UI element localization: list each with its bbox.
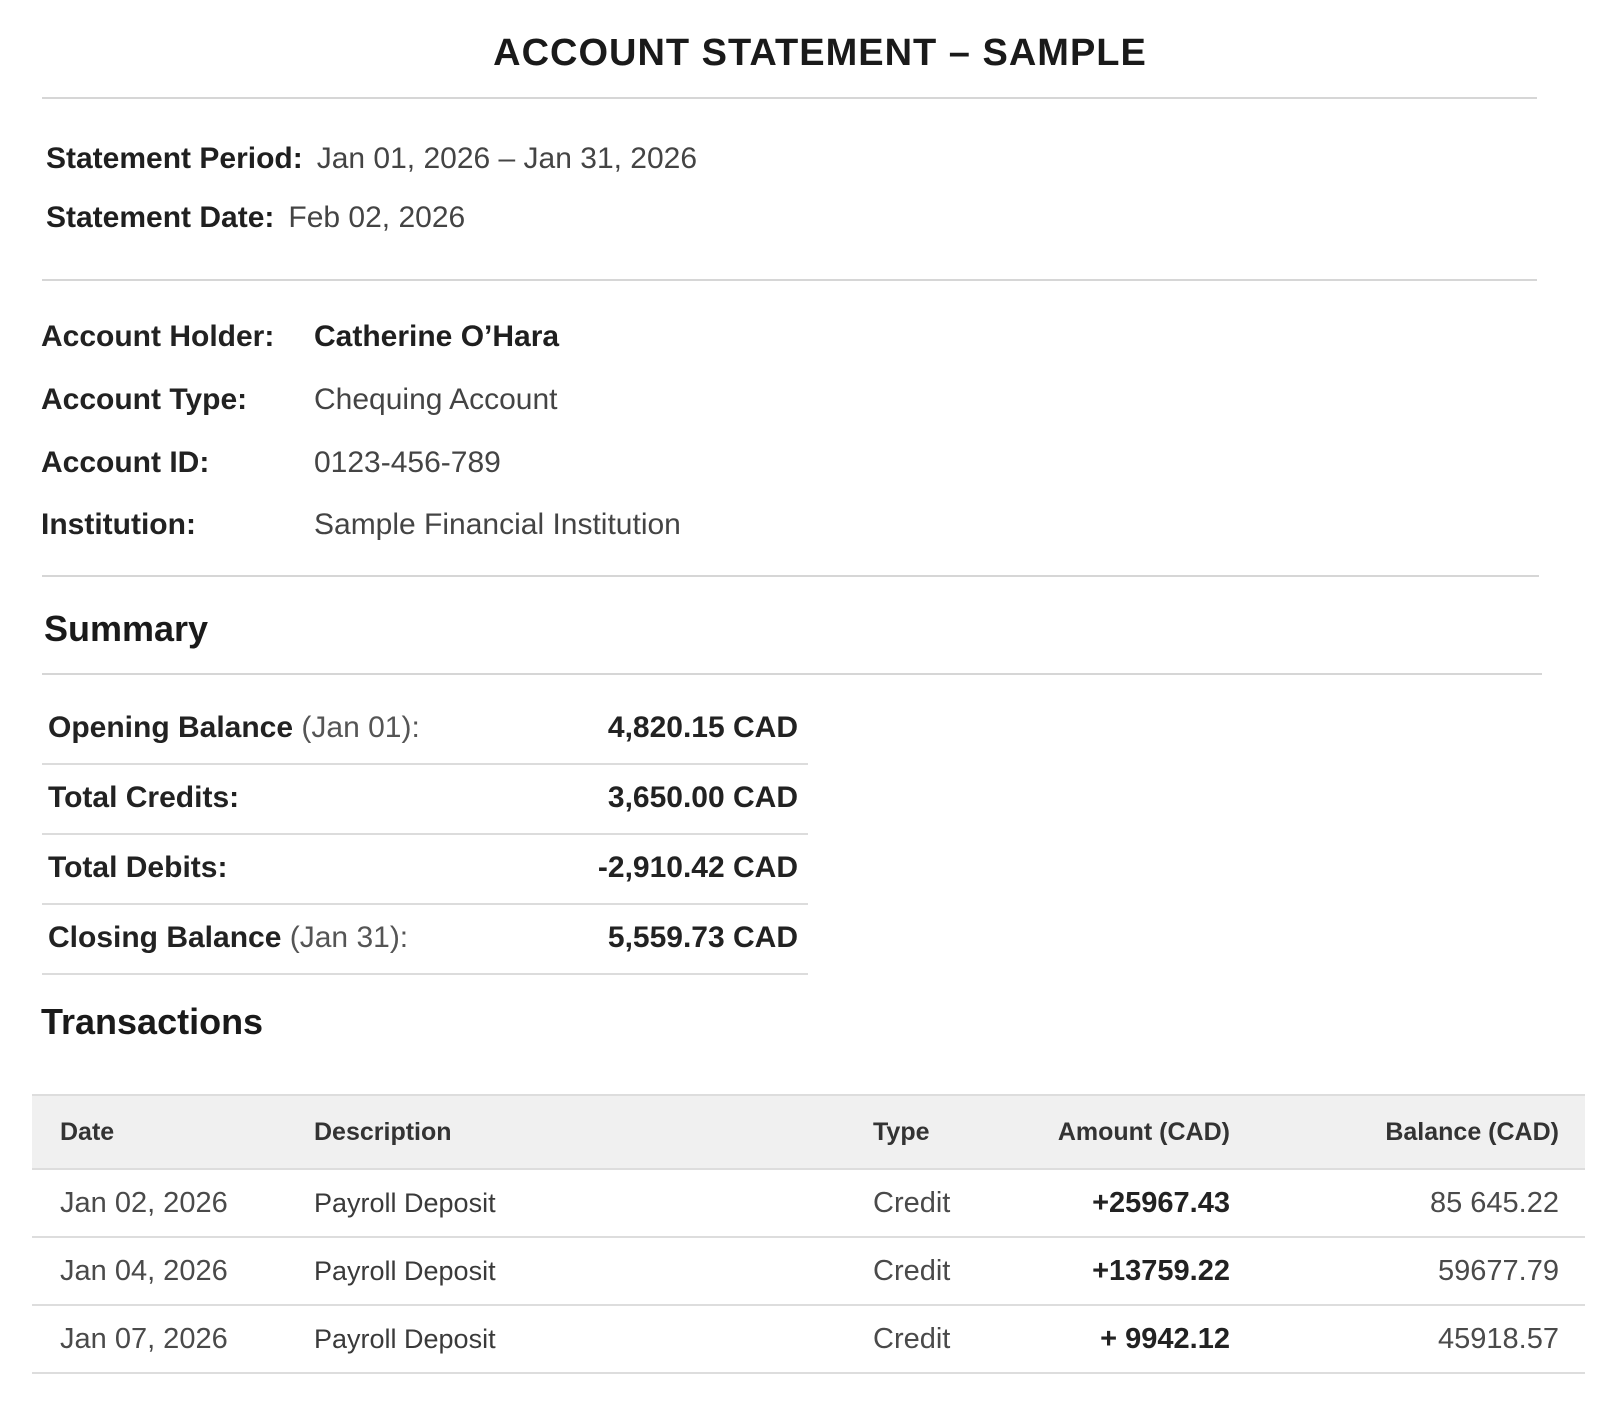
transaction-balance: 45918.57 <box>1242 1305 1585 1373</box>
transaction-date: Jan 04, 2026 <box>32 1237 302 1305</box>
account-id-value: 0123-456-789 <box>314 446 501 479</box>
column-header-description: Description <box>302 1095 867 1169</box>
transaction-amount: +13759.22 <box>1037 1237 1242 1305</box>
account-holder-label: Account Holder: <box>41 320 275 353</box>
summary-label-text: Opening Balance <box>48 711 294 744</box>
summary-table <box>42 695 808 975</box>
statement-date-row <box>46 201 465 235</box>
title-divider <box>42 97 1537 99</box>
summary-row <box>42 695 808 765</box>
column-header-type: Type <box>867 1095 1037 1169</box>
transaction-amount: + 9942.12 <box>1037 1305 1242 1373</box>
summary-label <box>48 921 408 955</box>
statement-date-value: Feb 02, 2026 <box>288 201 466 234</box>
table-row <box>32 1237 1585 1305</box>
statement-period-label: Statement Period: <box>46 142 303 175</box>
institution-label: Institution: <box>41 508 196 541</box>
column-header-amount: Amount (CAD) <box>1037 1095 1242 1169</box>
summary-row <box>42 835 808 905</box>
summary-row <box>42 765 808 835</box>
transaction-date: Jan 02, 2026 <box>32 1169 302 1237</box>
account-holder-value: Catherine O’Hara <box>314 320 560 353</box>
statement-period-row <box>46 142 697 176</box>
summary-heading-divider <box>42 673 1542 675</box>
transaction-type: Credit <box>867 1169 1037 1237</box>
column-header-date: Date <box>32 1095 302 1169</box>
transaction-balance: 85 645.22 <box>1242 1169 1585 1237</box>
transaction-amount: +25967.43 <box>1037 1169 1242 1237</box>
summary-label-note: (Jan 31): <box>289 921 409 954</box>
transaction-type: Credit <box>867 1305 1037 1373</box>
institution-value: Sample Financial Institution <box>314 508 681 541</box>
summary-label <box>48 851 227 885</box>
summary-label-text: Total Credits: <box>48 781 240 814</box>
account-type-value: Chequing Account <box>314 383 558 416</box>
transaction-type: Credit <box>867 1237 1037 1305</box>
transactions-table <box>32 1094 1585 1374</box>
account-type-label: Account Type: <box>41 383 248 416</box>
transaction-description: Payroll Deposit <box>302 1237 867 1305</box>
transaction-balance: 59677.79 <box>1242 1237 1585 1305</box>
summary-row <box>42 905 808 975</box>
summary-label <box>48 711 420 745</box>
page-title: ACCOUNT STATEMENT – SAMPLE <box>493 32 1147 74</box>
table-row <box>32 1305 1585 1373</box>
summary-heading: Summary <box>44 608 209 649</box>
transaction-date: Jan 07, 2026 <box>32 1305 302 1373</box>
summary-label-text: Closing Balance <box>48 921 282 954</box>
transactions-heading: Transactions <box>41 1001 264 1042</box>
statement-divider <box>42 279 1537 281</box>
summary-value: 4,820.15 CAD <box>607 711 798 744</box>
transaction-description: Payroll Deposit <box>302 1169 867 1237</box>
summary-label-note: (Jan 01): <box>301 711 420 744</box>
column-header-balance: Balance (CAD) <box>1242 1095 1585 1169</box>
account-id-label: Account ID: <box>41 446 210 479</box>
account-divider <box>42 575 1539 577</box>
table-row <box>32 1169 1585 1237</box>
statement-period-value: Jan 01, 2026 – Jan 31, 2026 <box>316 142 698 175</box>
summary-label-text: Total Debits: <box>48 851 228 884</box>
statement-date-label: Statement Date: <box>46 201 275 234</box>
transaction-description: Payroll Deposit <box>302 1305 867 1373</box>
summary-label <box>48 781 239 815</box>
table-header-row <box>32 1095 1585 1169</box>
summary-value: 5,559.73 CAD <box>607 921 798 954</box>
summary-value: -2,910.42 CAD <box>597 851 798 884</box>
summary-value: 3,650.00 CAD <box>607 781 798 814</box>
